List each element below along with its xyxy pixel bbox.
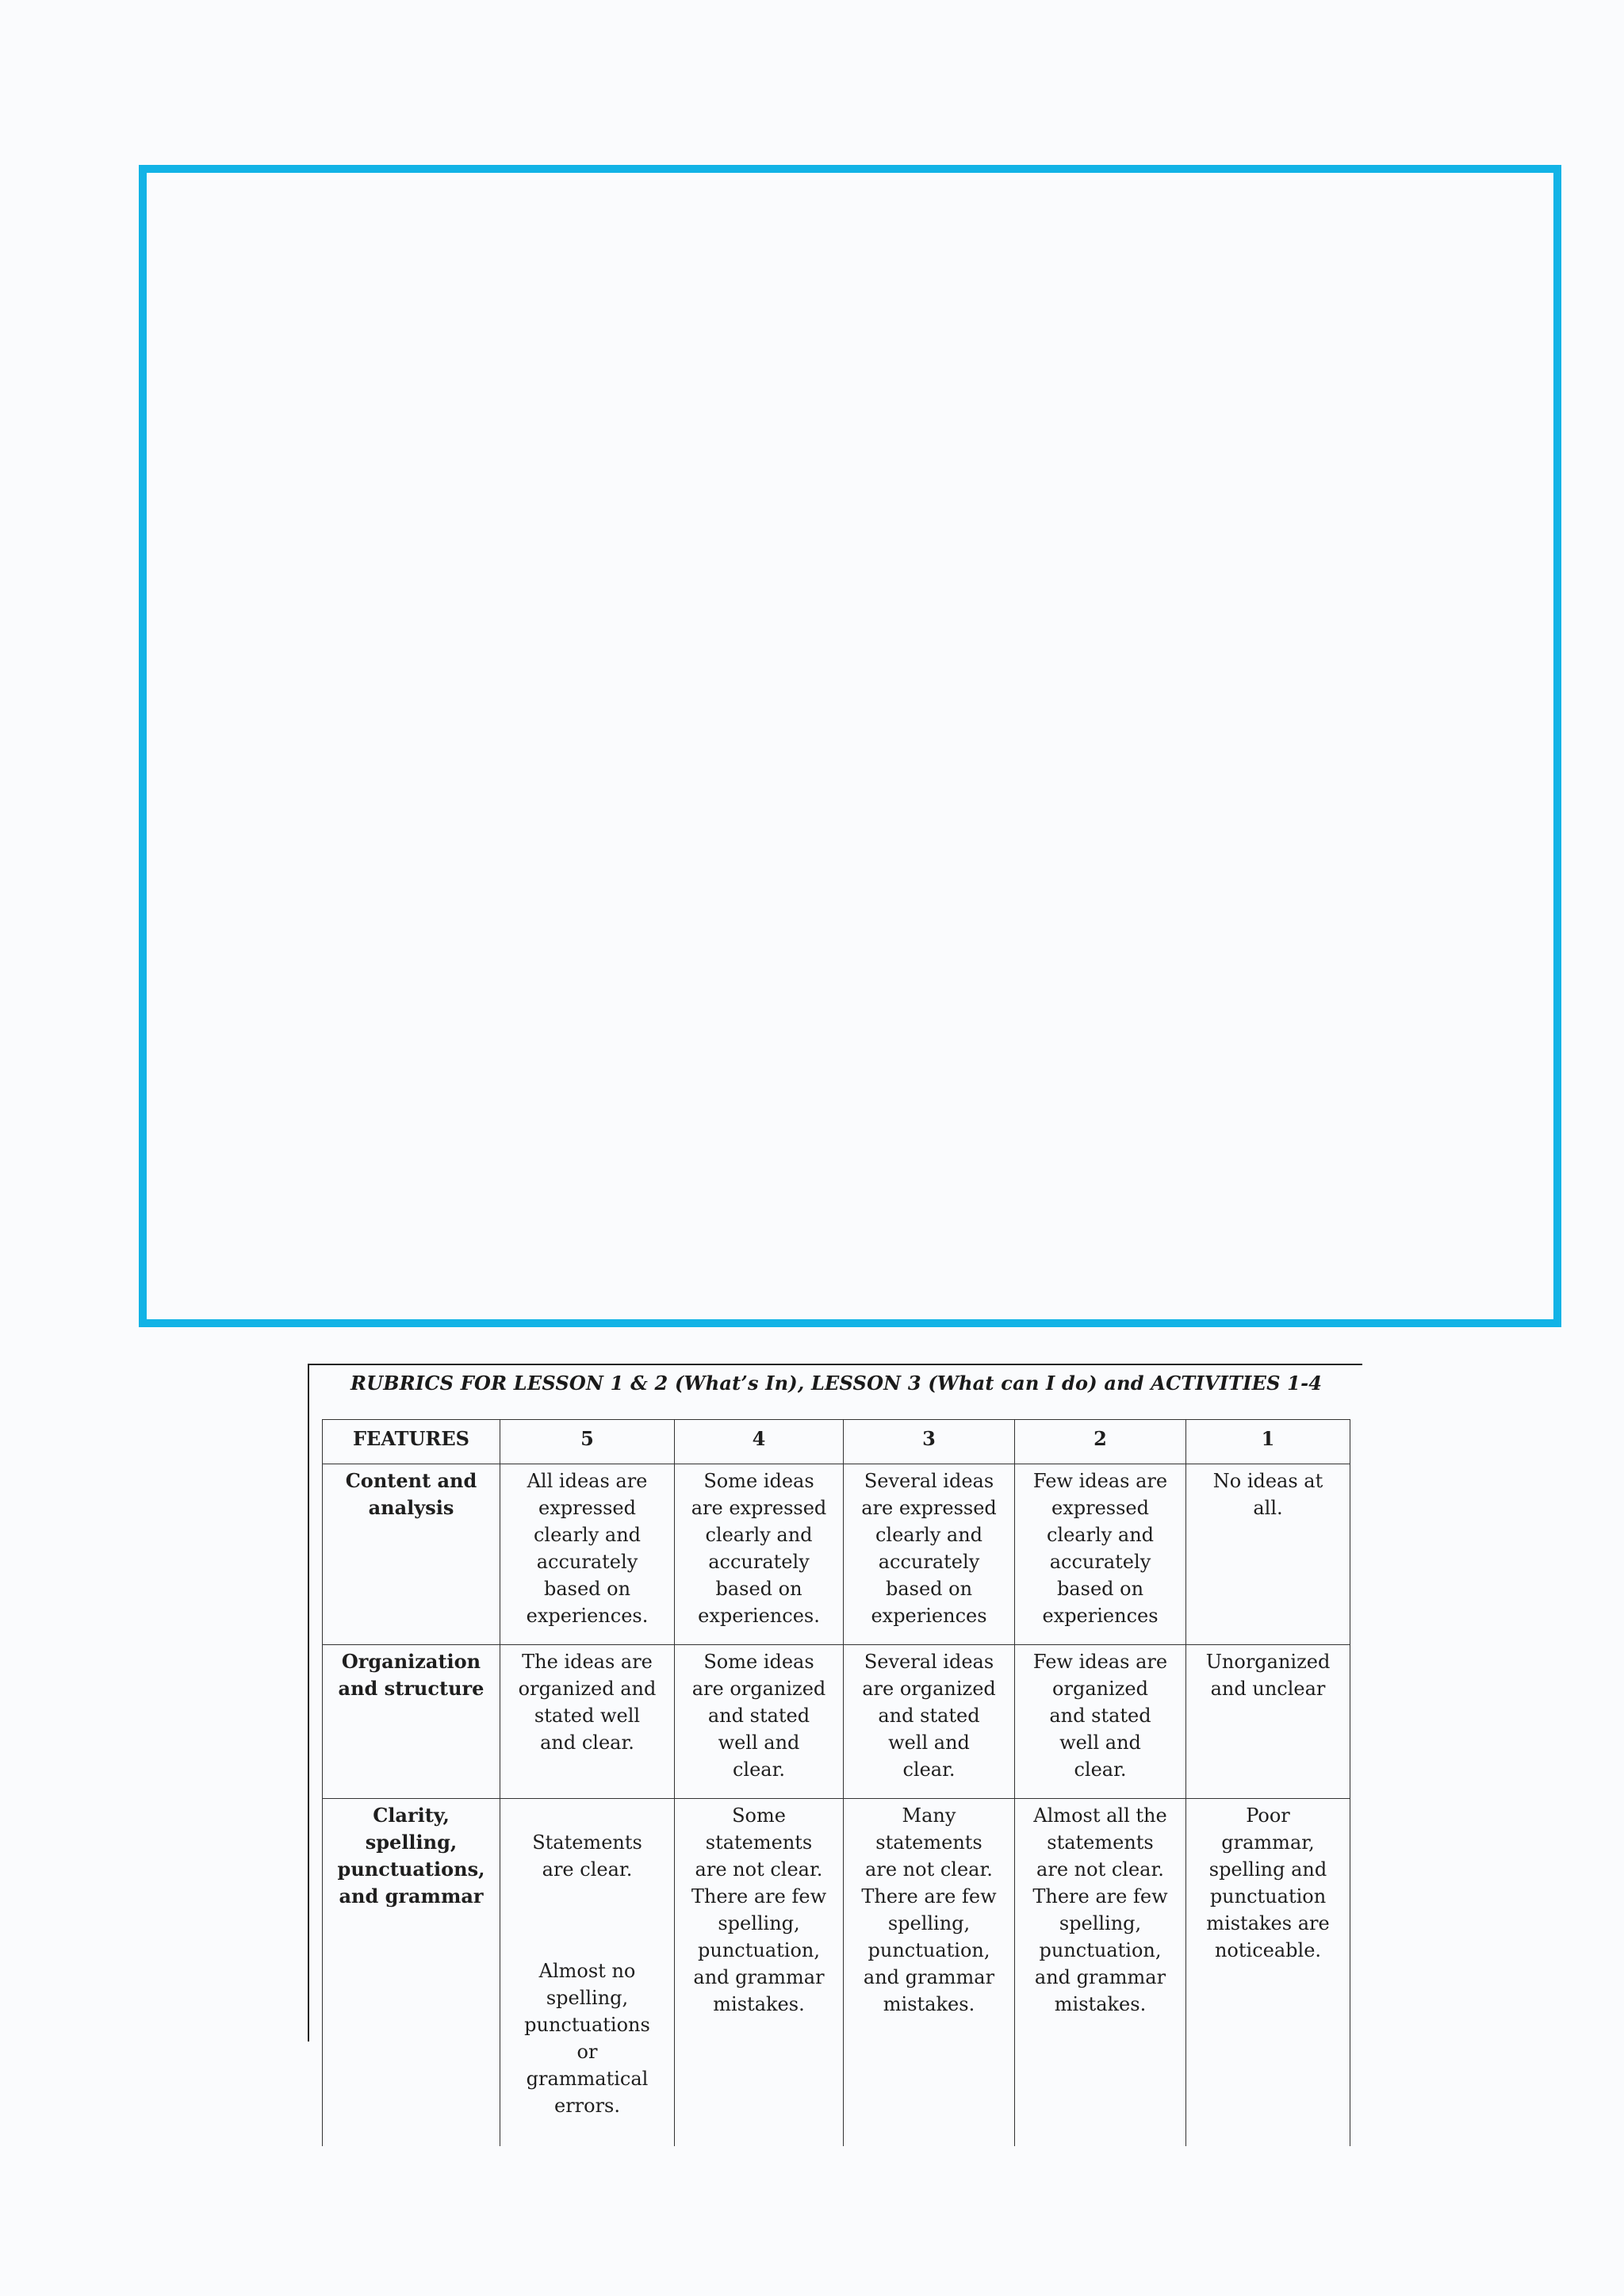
table-cell: Several ideas are organized and stated well and clear. — [844, 1645, 1015, 1799]
header-score-1: 1 — [1186, 1420, 1350, 1464]
table-cell: Some ideas are organized and stated well and clear. — [675, 1645, 844, 1799]
table-cell: Poor grammar, spelling and punctuation mistakes are noticeable. — [1186, 1799, 1350, 2147]
answer-box — [139, 165, 1561, 1327]
header-score-5: 5 — [500, 1420, 675, 1464]
table-cell: Almost all the statements are not clear. There are few spelling, punctuation, and grammar mistakes. — [1015, 1799, 1186, 2147]
table-cell: Few ideas are expressed clearly and accurately based on experiences — [1015, 1464, 1186, 1645]
cell-spacer — [505, 1910, 669, 1931]
cell-text: Almost no spelling, punctuations or grammatical errors. — [524, 1960, 650, 2117]
table-cell: Unorganized and unclear — [1186, 1645, 1350, 1799]
table-cell: All ideas are expressed clearly and accurately based on experiences. — [500, 1464, 675, 1645]
feature-clarity-spelling: Clarity, spelling, punctuations, and grammar — [323, 1799, 500, 2147]
table-cell: The ideas are organized and stated well and clear. — [500, 1645, 675, 1799]
cell-text: Statements are clear. — [532, 1831, 642, 1881]
rubric-table — [322, 1419, 1350, 2146]
table-cell: Many statements are not clear. There are few spelling, punctuation, and grammar mistakes. — [844, 1799, 1015, 2147]
table-cell — [500, 1799, 675, 2147]
feature-content-analysis: Content and analysis — [323, 1464, 500, 1645]
feature-organization-structure: Organization and structure — [323, 1645, 500, 1799]
table-row-content — [323, 1464, 1350, 1645]
table-header-row — [323, 1420, 1350, 1464]
header-score-4: 4 — [675, 1420, 844, 1464]
table-cell: Some statements are not clear. There are few spelling, punctuation, and grammar mistakes. — [675, 1799, 844, 2147]
table-cell: Some ideas are expressed clearly and accurately based on experiences. — [675, 1464, 844, 1645]
table-cell: No ideas at all. — [1186, 1464, 1350, 1645]
rubric-title: RUBRICS FOR LESSON 1 & 2 (What’s In), LESSON 3 (What can I do) and ACTIVITIES 1-4 — [350, 1372, 1323, 1395]
table-row-clarity — [323, 1799, 1350, 2147]
rubric-section — [308, 1364, 1362, 2117]
header-score-2: 2 — [1015, 1420, 1186, 1464]
table-row-organization — [323, 1645, 1350, 1799]
header-score-3: 3 — [844, 1420, 1015, 1464]
header-features: FEATURES — [323, 1420, 500, 1464]
table-cell: Several ideas are expressed clearly and accurately based on experiences — [844, 1464, 1015, 1645]
table-cell: Few ideas are organized and stated well and clear. — [1015, 1645, 1186, 1799]
